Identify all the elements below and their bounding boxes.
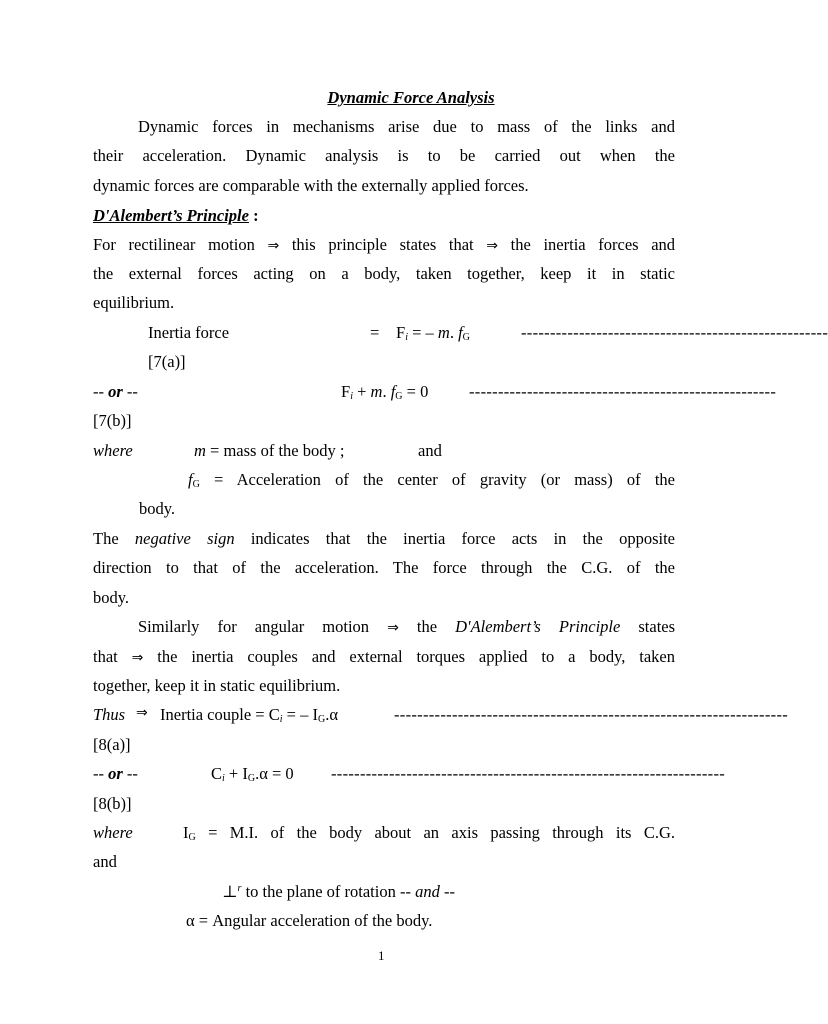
neg-line-1: The negative sign indicates that the inertia force acts in the opposite <box>93 529 676 548</box>
implies-arrow-icon: ⇒ <box>486 238 499 254</box>
neg-line-2: direction to that of the acceleration. The force through the C.G. of the <box>93 558 675 577</box>
fg-definition-cont: body. <box>139 499 176 518</box>
eq7b-number: [7(b)] <box>93 411 132 430</box>
page-title: Dynamic Force Analysis <box>327 88 495 107</box>
implies-arrow-icon: ⇒ <box>267 238 280 254</box>
ang-line-2: that ⇒ the inertia couples and external torques applied to a body, taken <box>93 647 676 666</box>
eq7a-number: [7(a)] <box>148 352 186 371</box>
eq8a-formula: Inertia couple = $C_i$ = – $I_G.\alpha$ <box>160 705 338 725</box>
eq7b-leader: ----------------------------------------------------- <box>469 382 777 401</box>
thus-label: Thus <box>93 705 126 724</box>
eq8b-or: -- or -- <box>93 764 138 783</box>
perpendicular-line: ⊥$^r$ to the plane of rotation -- and -- <box>222 882 455 901</box>
implies-arrow-icon: ⇒ <box>131 650 144 666</box>
implies-arrow-icon: ⇒ <box>387 620 399 636</box>
alpha-definition: α = Angular acceleration of the body. <box>186 911 433 930</box>
eq8b-number: [8(b)] <box>93 794 132 813</box>
eq7b-formula: $F_i + m$. $f_G = 0$ <box>341 382 429 402</box>
eq7a-leader: ----------------------------------------------------- <box>521 323 828 342</box>
intro-line-2: their acceleration. Dynamic analysis is to be carried out when the <box>93 146 675 165</box>
eq7b-or: -- or -- <box>93 382 138 401</box>
eq8a-number: [8(a)] <box>93 735 131 754</box>
and-word: and <box>418 441 442 460</box>
eq7a-label: Inertia force <box>148 323 230 342</box>
ang-line-1: Similarly for angular motion ⇒ the D'Alembert’s Principle states <box>138 617 676 636</box>
intro-line-1: Dynamic forces in mechanisms arise due to mass of the links and <box>138 117 675 136</box>
where-label: where <box>93 441 133 460</box>
neg-line-3: body. <box>93 588 130 607</box>
where-label-2: where <box>93 823 133 842</box>
eq8b-leader: -------------------------------------------------------------------- <box>331 764 726 783</box>
rect-line-1: For rectilinear motion ⇒ this principle states that ⇒ the inertia forces and <box>93 235 676 254</box>
fg-definition: $f_G$ = Acceleration of the center of gravity (or mass) of the <box>188 470 675 490</box>
eq7a-equals: = <box>370 323 380 342</box>
and-word-2: and <box>93 852 117 871</box>
section-heading: D'Alembert’s Principle : <box>93 206 259 225</box>
implies-arrow-icon: ⇒ <box>136 705 148 721</box>
ig-definition: $I_G = M.I$. of the body about an axis passing through its C.G. <box>183 823 675 843</box>
page-number: 1 <box>378 948 385 963</box>
perpendicular-icon: ⊥ <box>222 882 238 901</box>
eq8a-leader: -------------------------------------------------------------------- <box>394 705 789 724</box>
ang-line-3: together, keep it in static equilibrium. <box>93 676 341 695</box>
eq7a-formula: $F_i$ = – m. $f_G$ <box>396 323 470 343</box>
rect-line-3: equilibrium. <box>93 293 175 312</box>
eq8b-formula: $C_i + I_G.\alpha = 0$ <box>211 764 294 784</box>
m-definition: m = mass of the body ; <box>194 441 345 460</box>
rect-line-2: the external forces acting on a body, taken together, keep it in static <box>93 264 675 283</box>
intro-line-3: dynamic forces are comparable with the externally applied forces. <box>93 176 529 195</box>
